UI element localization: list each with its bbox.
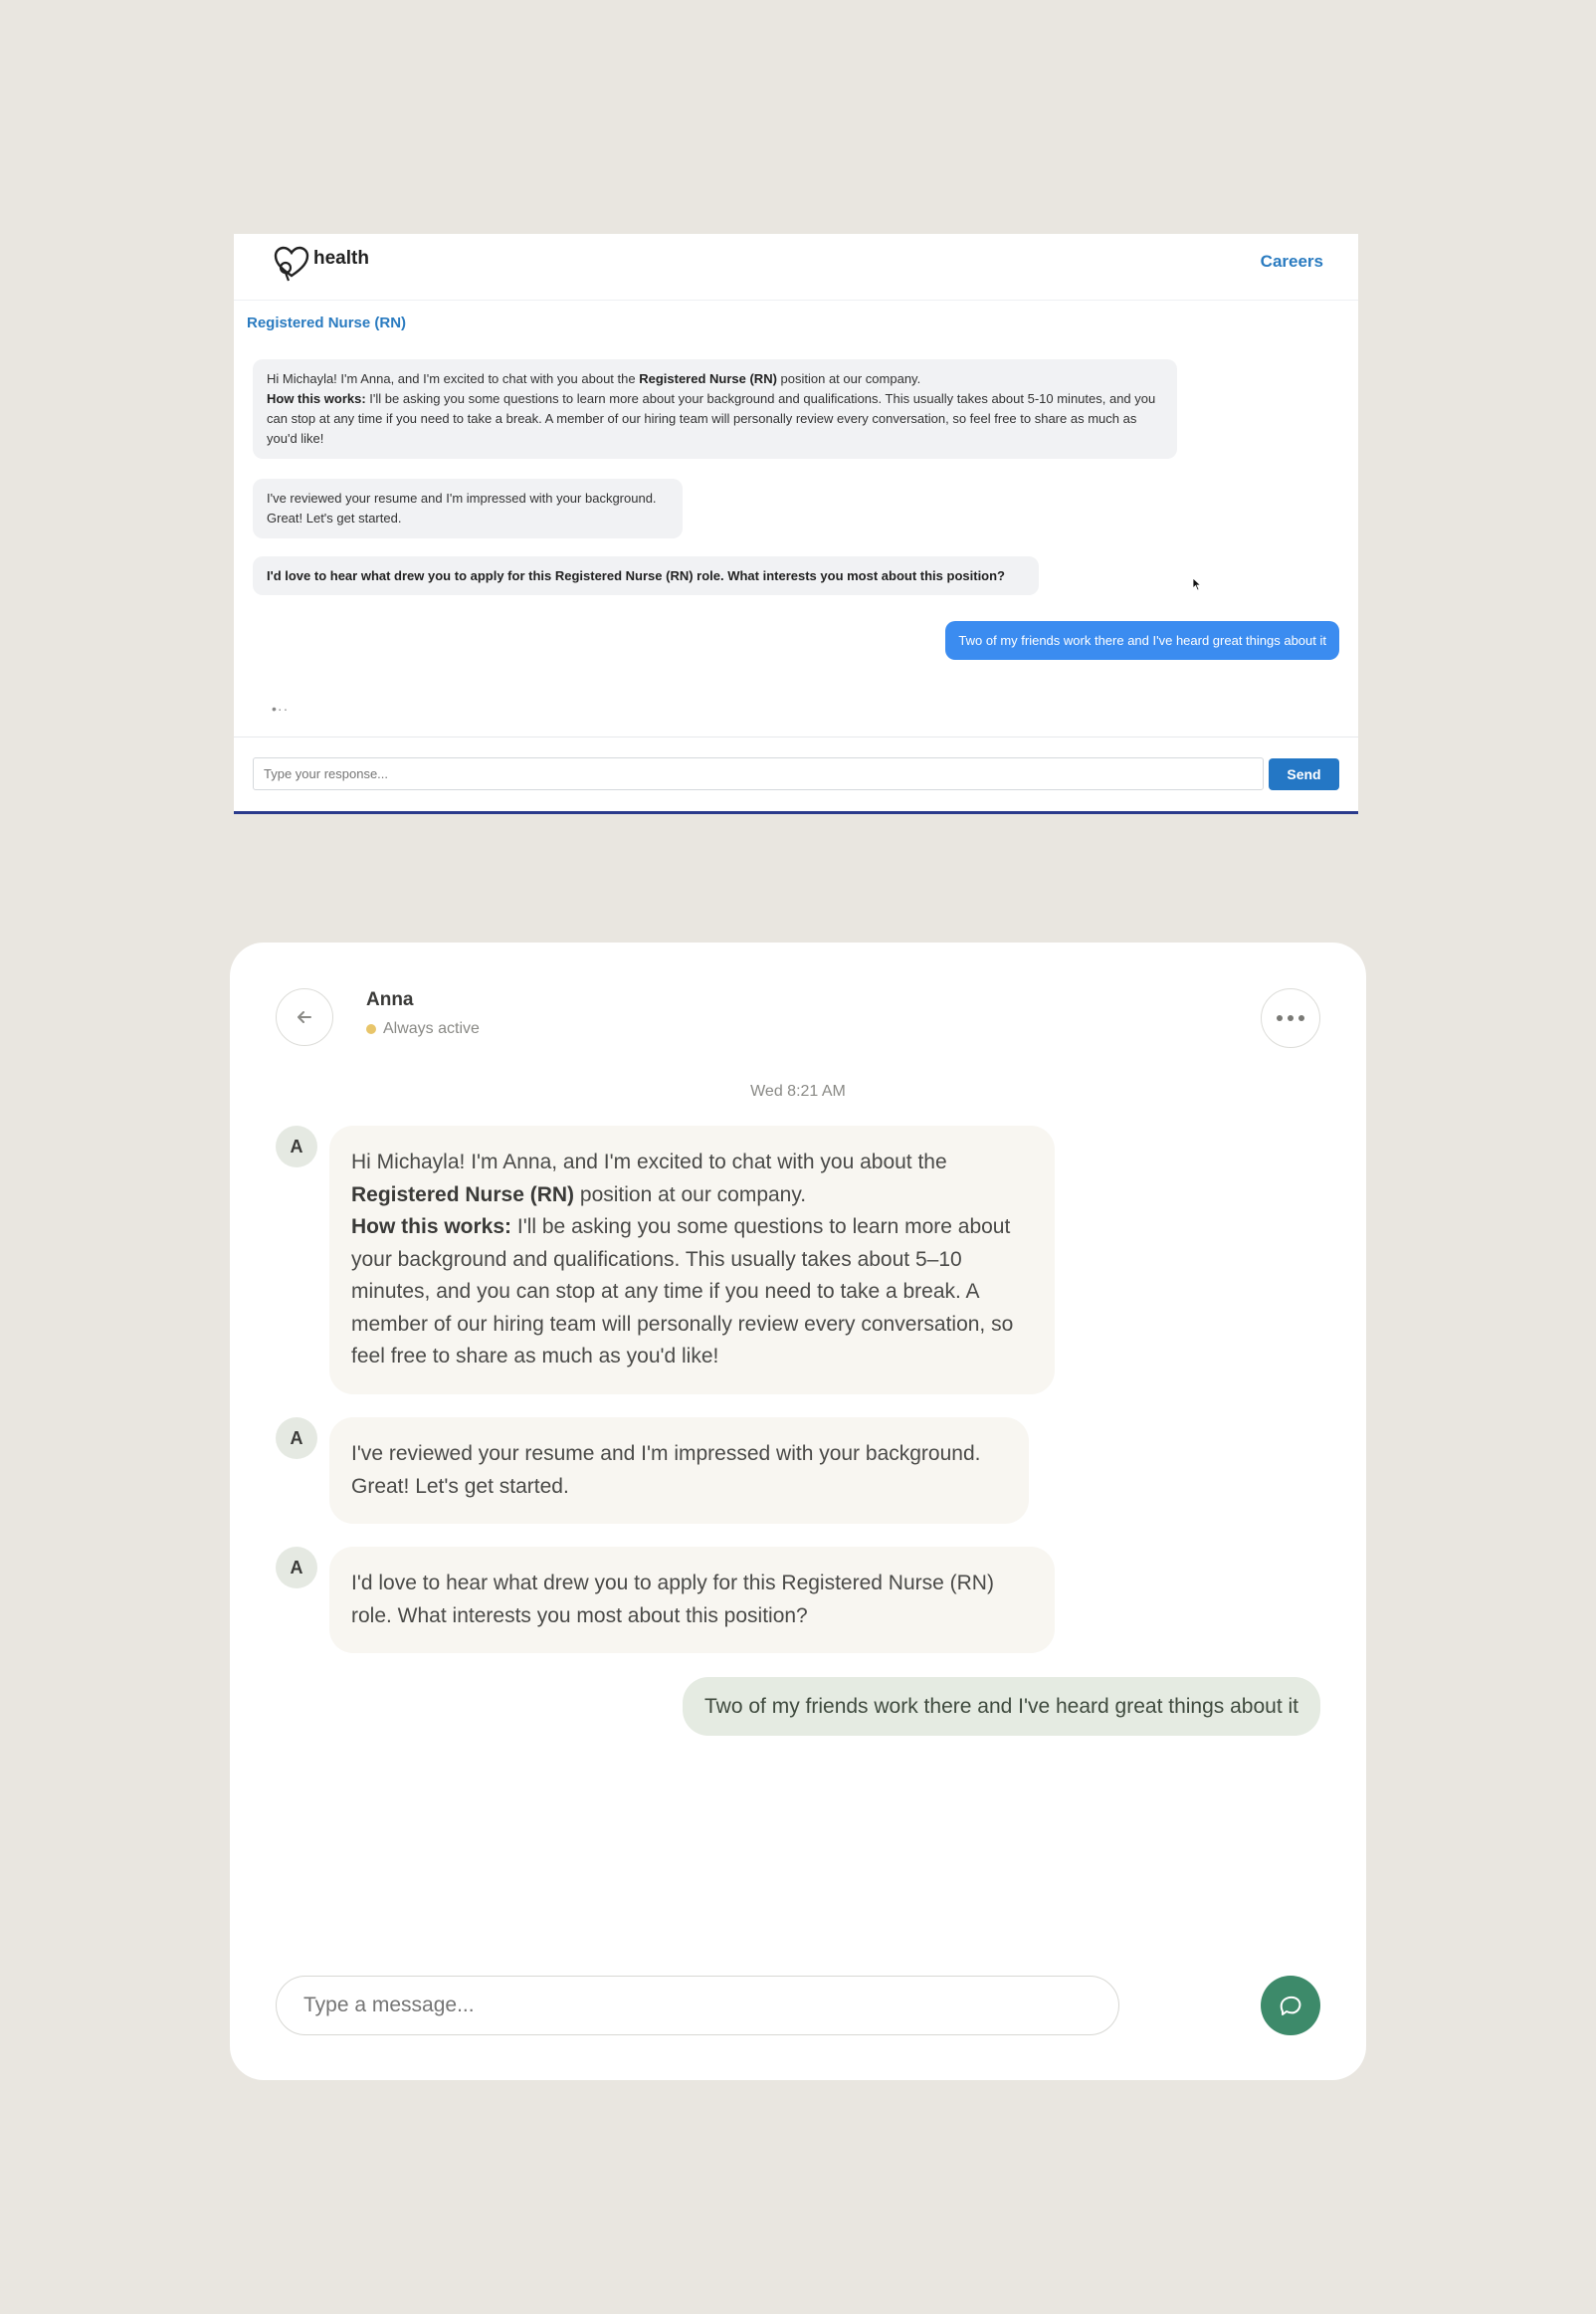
message-text: Hi Michayla! I'm Anna, and I'm excited to chat with you about the xyxy=(267,371,640,386)
message-text: position at our company. xyxy=(776,371,921,386)
how-it-works-label: How this works: xyxy=(351,1215,512,1238)
logo-text: health xyxy=(313,248,369,269)
message-text: I'd love to hear what drew you to apply for this Registered Nurse (RN) role. What interests you most about this position? xyxy=(267,568,1006,583)
message-bold-role: Registered Nurse (RN) xyxy=(639,371,777,386)
message-text: I've reviewed your resume and I'm impressed with your background. xyxy=(267,491,657,506)
chat-panel xyxy=(230,943,1366,2080)
more-horizontal-icon xyxy=(1277,1015,1283,1021)
legacy-agent-message-1 xyxy=(253,359,1177,459)
careers-link[interactable]: Careers xyxy=(1260,252,1323,271)
agent-message-3 xyxy=(329,1547,1055,1653)
send-message-button[interactable] xyxy=(1261,1976,1320,2035)
avatar: A xyxy=(276,1417,317,1459)
response-input[interactable] xyxy=(253,757,1264,790)
legacy-header xyxy=(234,234,1358,301)
status-dot-icon xyxy=(366,1024,376,1034)
typing-indicator: •·· xyxy=(272,701,290,717)
more-options-button[interactable] xyxy=(1261,988,1320,1048)
legacy-agent-message-3 xyxy=(253,556,1039,595)
avatar: A xyxy=(276,1547,317,1588)
health-logo[interactable] xyxy=(272,244,369,284)
message-text: I'll be asking you some questions to learn more about your background and qualifications. This usually takes about 5-10 minutes, and you can stop at any time if you need to take a break. A member of our hiring team will personally review every conversation, so feel free to share as much as you'd like! xyxy=(267,391,1156,446)
legacy-user-message: Two of my friends work there and I've heard great things about it xyxy=(945,621,1339,660)
how-it-works-label: How this works: xyxy=(267,391,366,406)
agent-message-2 xyxy=(329,1417,1029,1524)
send-button[interactable]: Send xyxy=(1269,758,1339,790)
message-bold-role: Registered Nurse (RN) xyxy=(351,1182,575,1206)
message-text: I'll be asking you some questions to learn more about your background and qualifications. This usually takes about 5–10 minutes, and you can stop at any time if you need to take a break. A member of our hiring team will personally review every conversation, so feel free to share as much as you'd like! xyxy=(351,1215,1014,1367)
chat-send-icon xyxy=(1277,1992,1304,2019)
arrow-left-icon xyxy=(295,1007,314,1027)
message-text: I've reviewed your resume and I'm impressed with your background. xyxy=(351,1442,981,1465)
legacy-agent-message-2 xyxy=(253,479,683,538)
back-button[interactable] xyxy=(276,988,333,1046)
message-input[interactable] xyxy=(276,1976,1119,2035)
message-timestamp: Wed 8:21 AM xyxy=(750,1083,846,1100)
heart-stethoscope-icon xyxy=(272,244,311,284)
more-horizontal-icon xyxy=(1298,1015,1304,1021)
agent-message-1 xyxy=(329,1126,1055,1394)
legacy-chat-screenshot xyxy=(234,234,1358,814)
message-text: Hi Michayla! I'm Anna, and I'm excited to chat with you about the xyxy=(351,1151,947,1173)
role-title: Registered Nurse (RN) xyxy=(247,315,407,331)
message-text: Great! Let's get started. xyxy=(267,511,402,526)
agent-name: Anna xyxy=(366,989,414,1010)
avatar: A xyxy=(276,1126,317,1167)
message-text: position at our company. xyxy=(574,1182,807,1206)
more-horizontal-icon xyxy=(1288,1015,1294,1021)
agent-status xyxy=(366,1020,480,1038)
agent-status-text: Always active xyxy=(383,1020,480,1037)
user-message: Two of my friends work there and I've heard great things about it xyxy=(683,1677,1320,1736)
mouse-cursor-icon xyxy=(1192,577,1202,591)
message-text: Great! Let's get started. xyxy=(351,1474,569,1498)
message-text: I'd love to hear what drew you to apply for this Registered Nurse (RN) role. What interests you most about this position? xyxy=(351,1572,994,1627)
